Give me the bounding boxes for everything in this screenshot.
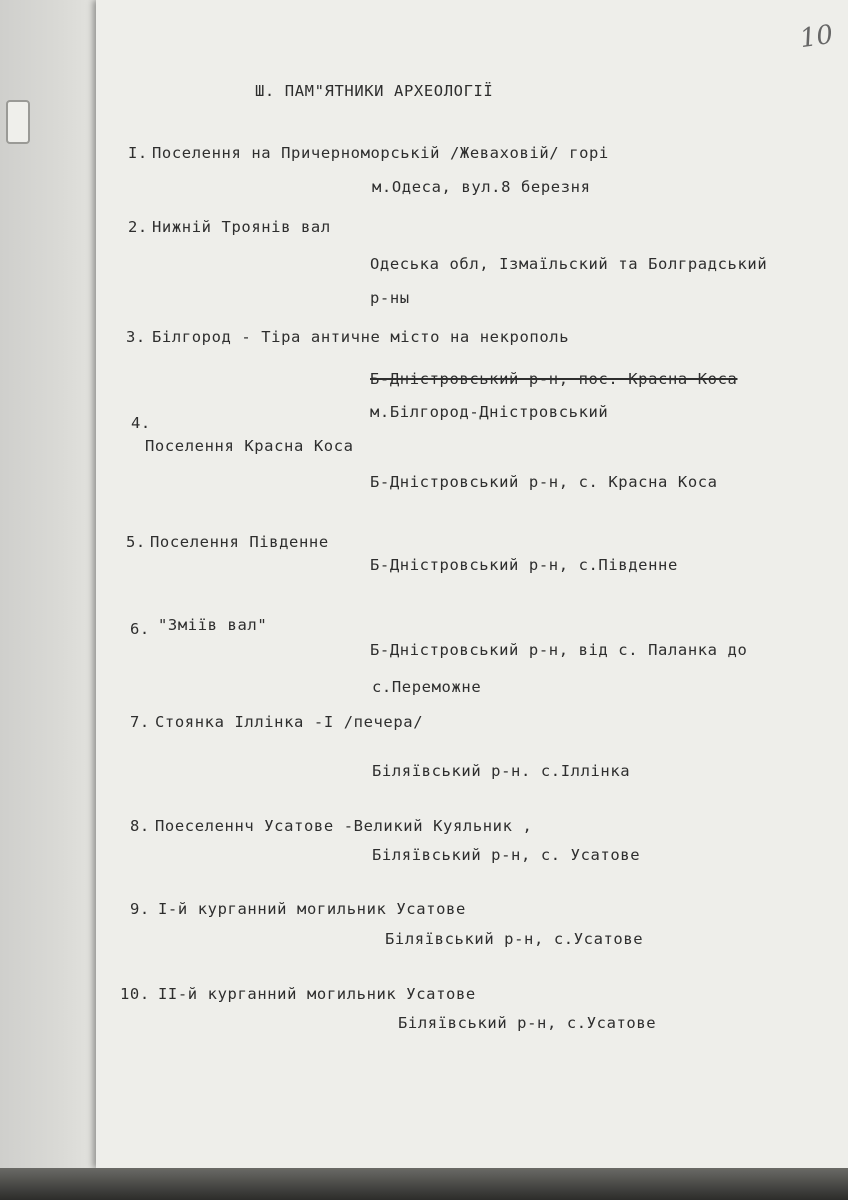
entry-6-number: 6. — [130, 620, 150, 638]
entry-9-title: I-й курганний могильник Усатове — [158, 900, 466, 918]
entry-5-location: Б-Дністровський р-н, с.Південне — [370, 556, 678, 574]
entry-2-number: 2. — [128, 218, 148, 236]
entry-6-location: Б-Дністровський р-н, від с. Паланка до — [370, 641, 748, 659]
entry-8-location: Біляївський р-н, с. Усатове — [372, 846, 641, 864]
entry-4-location: Б-Дністровський р-н, с. Красна Коса — [370, 473, 718, 491]
entry-3-struck-location: Б-Дністровський р-н, пос. Красна Коса — [370, 370, 738, 388]
entry-8-title: Поеселеннч Усатове -Великий Куяльник , — [155, 817, 533, 835]
entry-4-number: 4. — [131, 414, 151, 432]
entry-2-location: Одеська обл, Ізмаїльский та Болградський — [370, 255, 768, 273]
entry-5-title: Поселення Південне — [150, 533, 329, 551]
entry-7-number: 7. — [130, 713, 150, 731]
entry-6-title: "Зміїв вал" — [158, 616, 268, 634]
binding-clip — [6, 100, 30, 144]
page-bottom-shadow — [0, 1168, 848, 1200]
entry-9-location: Біляївський р-н, с.Усатове — [385, 930, 644, 948]
entry-7-location: Біляївський р-н. с.Іллінка — [372, 762, 631, 780]
entry-1-number: I. — [128, 144, 148, 162]
entry-2-location-cont: р-ны — [370, 289, 410, 307]
page-number: 10 — [798, 19, 836, 55]
entry-7-title: Стоянка Іллінка -I /печера/ — [155, 713, 424, 731]
section-heading: Ш. ПАМ"ЯТНИКИ АРХЕОЛОГІЇ — [255, 82, 494, 100]
entry-10-number: 10. — [120, 985, 150, 1003]
entry-6-location-cont: с.Переможне — [372, 678, 482, 696]
entry-10-title: II-й курганний могильник Усатове — [158, 985, 476, 1003]
entry-1-location: м.Одеса, вул.8 березня — [372, 178, 591, 196]
entry-9-number: 9. — [130, 900, 150, 918]
entry-3-location: м.Білгород-Дністровський — [370, 403, 609, 421]
entry-1-title: Поселення на Причерноморській /Жеваховій/ горі — [152, 144, 609, 162]
entry-4-title: Поселення Красна Коса — [145, 437, 354, 455]
entry-10-location: Біляївський р-н, с.Усатове — [398, 1014, 657, 1032]
entry-8-number: 8. — [130, 817, 150, 835]
entry-2-title: Нижній Троянів вал — [152, 218, 331, 236]
entry-3-number: 3. — [126, 328, 146, 346]
entry-3-title: Білгород - Тіра античне місто на некрополь — [152, 328, 570, 346]
entry-5-number: 5. — [126, 533, 146, 551]
